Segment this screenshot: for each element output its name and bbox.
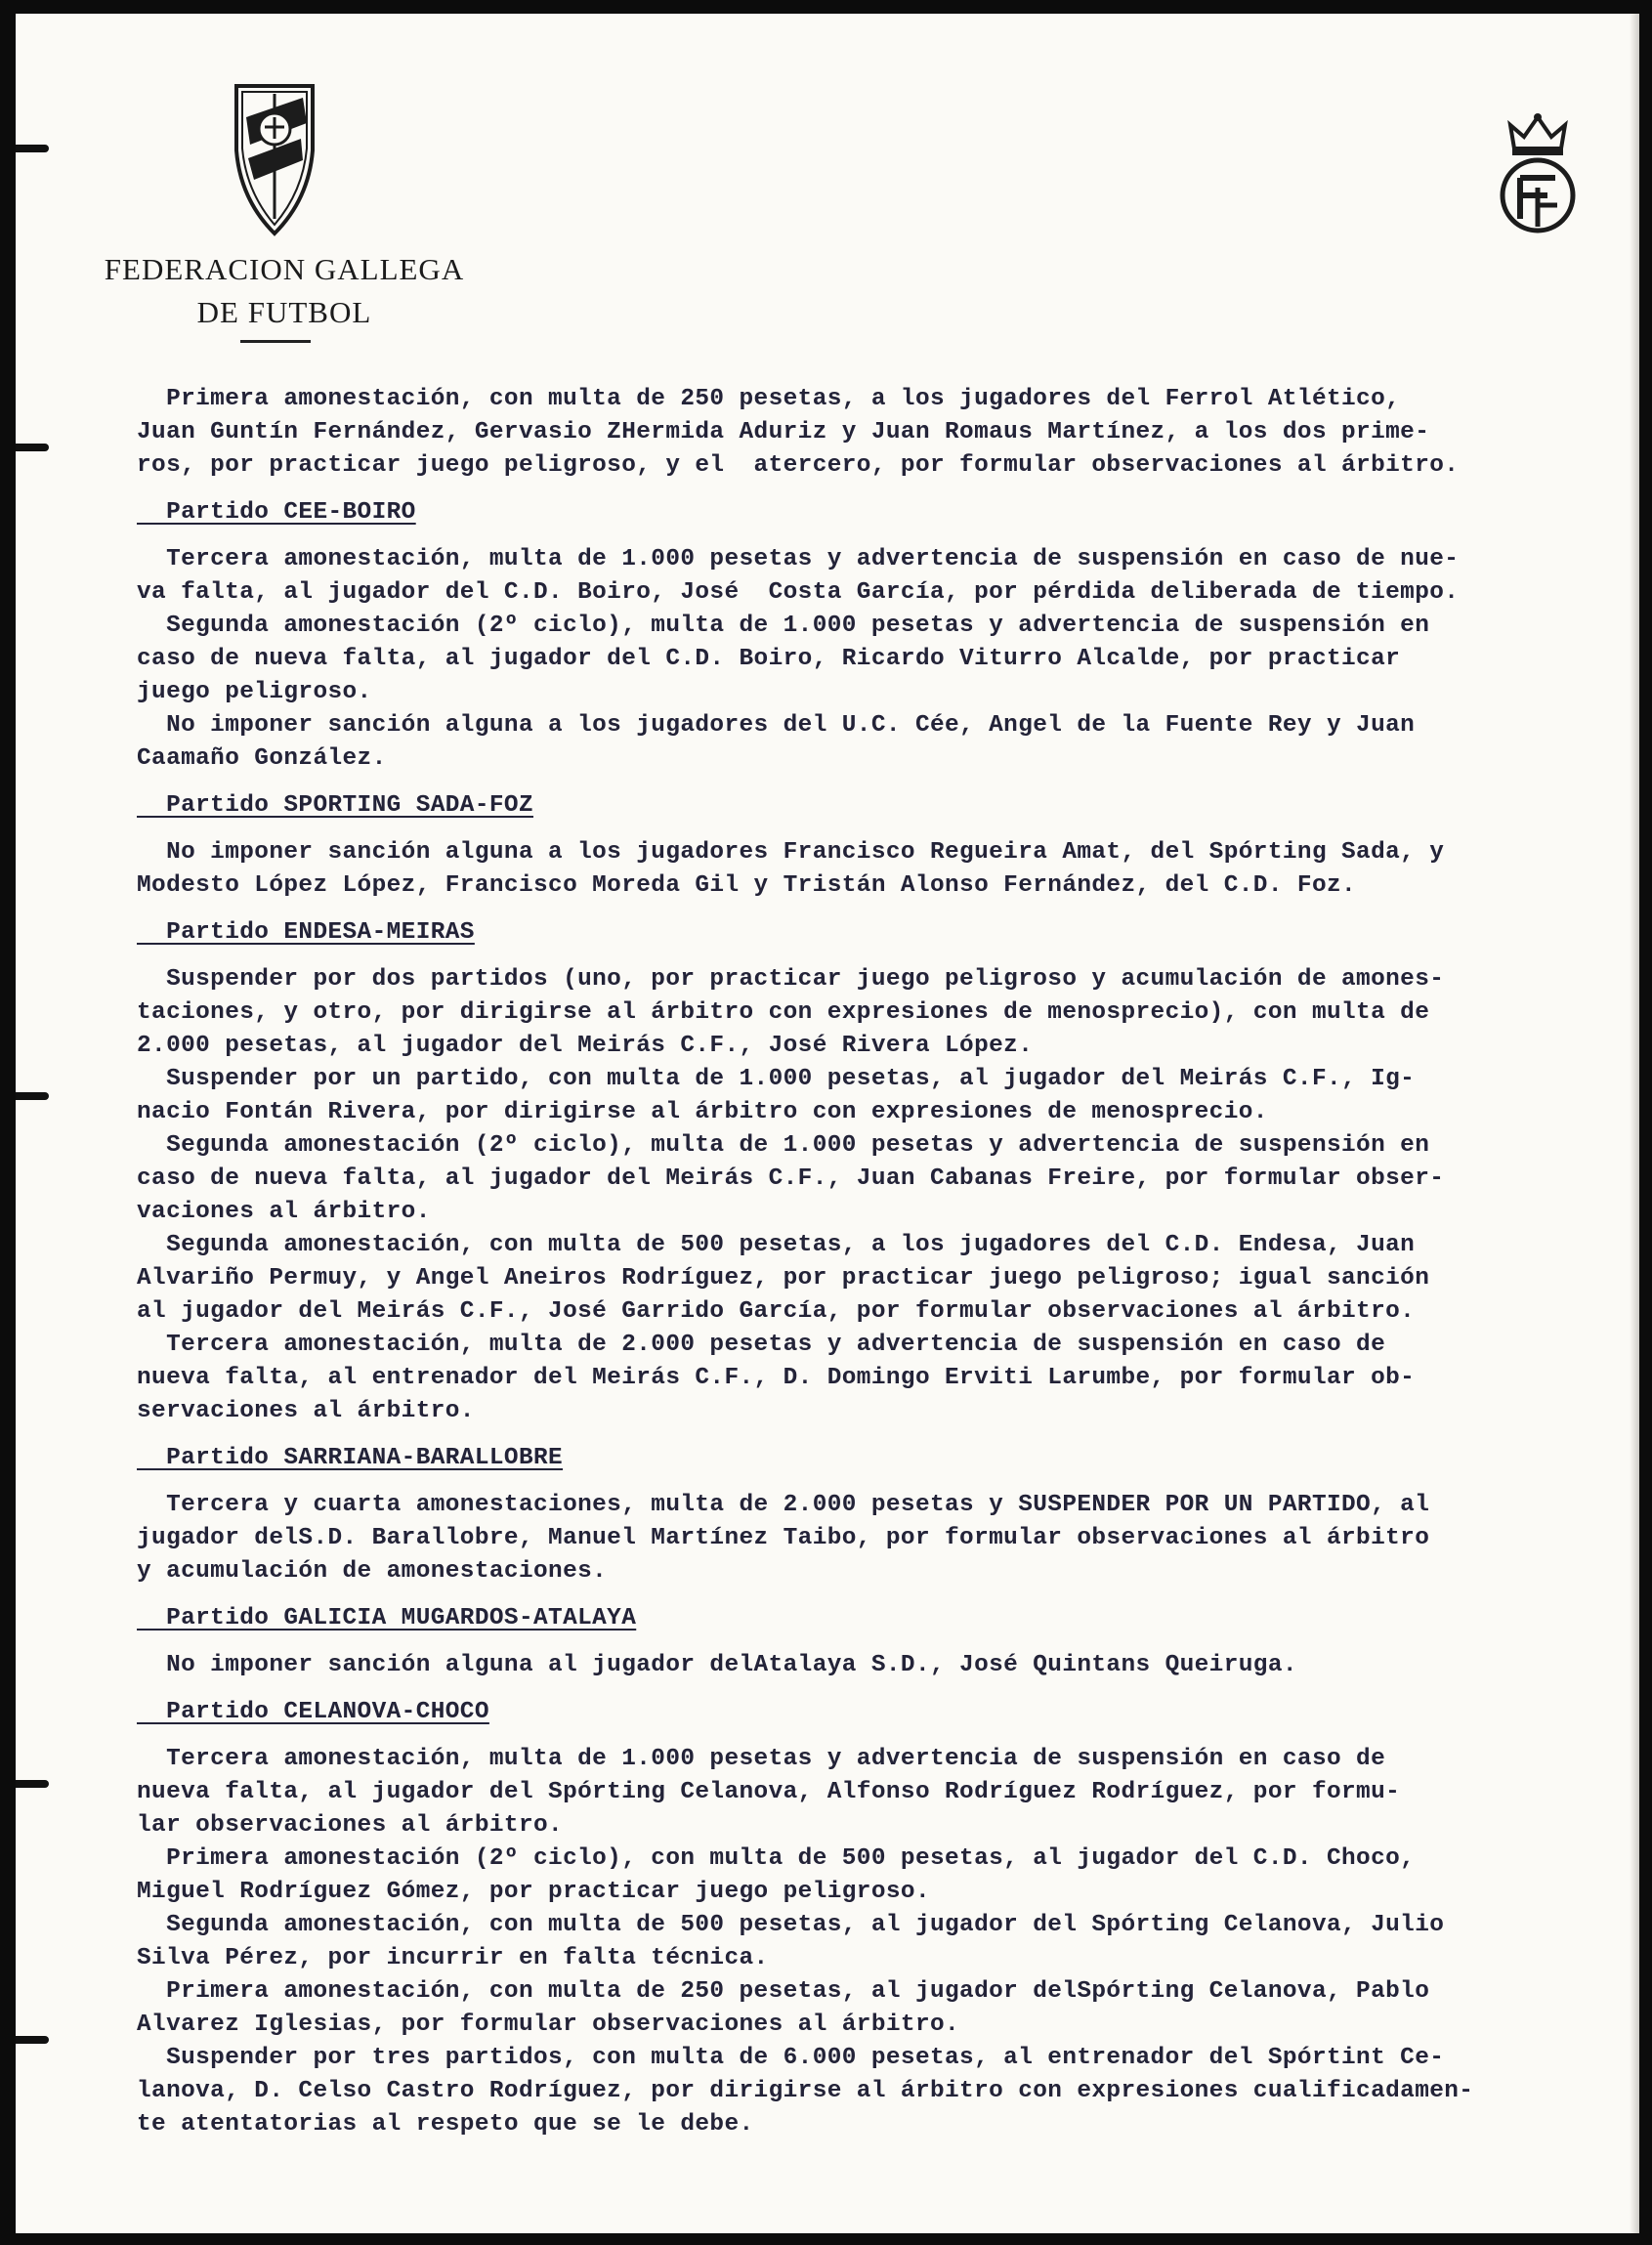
text-line: ros, por practicar juego peligroso, y el atercero, por formular observaciones al árbitro. <box>137 452 1460 479</box>
organization-name-line: DE FUTBOL <box>196 295 372 329</box>
text-line: Alvarez Iglesias, por formular observaciones al árbitro. <box>137 2012 960 2038</box>
text-line: caso de nueva falta, al jugador del Meirás C.F., Juan Cabanas Freire, por formular obser- <box>137 1165 1445 1192</box>
text-line: Segunda amonestación (2º ciclo), multa de 1.000 pesetas y advertencia de suspensión en <box>137 613 1430 639</box>
text-line: Suspender por un partido, con multa de 1.000 pesetas, al jugador del Meirás C.F., Ig- <box>137 1066 1416 1092</box>
binding-hole <box>16 444 49 451</box>
match-heading: Partido CEE-BOIRO <box>137 499 416 526</box>
match-heading: Partido SPORTING SADA-FOZ <box>137 792 533 819</box>
text-line: Suspender por dos partidos (uno, por practicar juego peligroso y acumulación de amones- <box>137 966 1445 993</box>
sanction-paragraph <box>137 383 1602 483</box>
text-line: 2.000 pesetas, al jugador del Meirás C.F., José Rivera López. <box>137 1033 1034 1059</box>
document-page <box>16 14 1639 2233</box>
text-line: No imponer sanción alguna a los jugadores del U.C. Cée, Angel de la Fuente Rey y Juan <box>137 712 1416 739</box>
text-line: Alvariño Permuy, y Angel Aneiros Rodríguez, por practicar juego peligroso; igual sanción <box>137 1265 1430 1292</box>
text-line: Tercera amonestación, multa de 1.000 pesetas y advertencia de suspensión en caso de nue- <box>137 546 1460 572</box>
crowned-royal-federation-seal-icon <box>1493 109 1583 236</box>
text-line: Tercera amonestación, multa de 1.000 pesetas y advertencia de suspensión en caso de <box>137 1746 1386 1772</box>
text-line: caso de nueva falta, al jugador del C.D. Boiro, Ricardo Viturro Alcalde, por practicar <box>137 646 1401 672</box>
match-heading: Partido SARRIANA-BARALLOBRE <box>137 1445 564 1471</box>
organization-name <box>84 248 485 334</box>
text-line: lar observaciones al árbitro. <box>137 1812 564 1839</box>
text-line: Juan Guntín Fernández, Gervasio ZHermida Aduriz y Juan Romaus Martínez, a los dos prime- <box>137 419 1430 445</box>
text-line: Segunda amonestación (2º ciclo), multa de 1.000 pesetas y advertencia de suspensión en <box>137 1132 1430 1159</box>
federation-shield-icon <box>231 82 318 238</box>
text-line: Caamaño González. <box>137 745 387 772</box>
sanction-paragraph <box>137 836 1602 903</box>
sanction-paragraph <box>137 1489 1602 1588</box>
text-line: servaciones al árbitro. <box>137 1398 475 1424</box>
text-line: nueva falta, al entrenador del Meirás C.F., D. Domingo Erviti Larumbe, por formular ob- <box>137 1365 1416 1391</box>
text-line: vaciones al árbitro. <box>137 1199 431 1225</box>
text-line: nueva falta, al jugador del Spórting Celanova, Alfonso Rodríguez Rodríguez, por formu- <box>137 1779 1401 1805</box>
text-line: Segunda amonestación, con multa de 500 pesetas, a los jugadores del C.D. Endesa, Juan <box>137 1232 1416 1258</box>
text-line: Primera amonestación, con multa de 250 pesetas, a los jugadores del Ferrol Atlético, <box>137 386 1401 412</box>
text-line: No imponer sanción alguna a los jugadores Francisco Regueira Amat, del Spórting Sada, y <box>137 839 1445 866</box>
organization-name-line: FEDERACION GALLEGA <box>104 252 465 286</box>
binding-hole <box>16 1780 49 1788</box>
text-line: No imponer sanción alguna al jugador delAtalaya S.D., José Quintans Queiruga. <box>137 1652 1297 1678</box>
text-line: Tercera y cuarta amonestaciones, multa de 2.000 pesetas y SUSPENDER POR UN PARTIDO, al <box>137 1492 1430 1518</box>
resolution-text <box>137 383 1602 2141</box>
header-rule <box>240 340 311 343</box>
match-heading: Partido GALICIA MUGARDOS-ATALAYA <box>137 1605 637 1631</box>
text-line: te atentatorias al respeto que se le debe. <box>137 2111 754 2138</box>
page-edge-shadow <box>1630 14 1639 2233</box>
match-heading: Partido CELANOVA-CHOCO <box>137 1699 489 1725</box>
text-line: Silva Pérez, por incurrir en falta técnica. <box>137 1945 769 1971</box>
binding-hole <box>16 1092 49 1100</box>
text-line: juego peligroso. <box>137 679 372 705</box>
binding-hole <box>16 2036 49 2044</box>
sanction-paragraph <box>137 1743 1602 2141</box>
match-heading: Partido ENDESA-MEIRAS <box>137 919 475 946</box>
text-line: Segunda amonestación, con multa de 500 pesetas, al jugador del Spórting Celanova, Julio <box>137 1912 1445 1938</box>
sanction-paragraph <box>137 543 1602 776</box>
text-line: jugador delS.D. Barallobre, Manuel Martínez Taibo, por formular observaciones al árbitro <box>137 1525 1430 1551</box>
text-line: Primera amonestación (2º ciclo), con multa de 500 pesetas, al jugador del C.D. Choco, <box>137 1845 1416 1872</box>
text-line: Miguel Rodríguez Gómez, por practicar juego peligroso. <box>137 1879 930 1905</box>
sanction-paragraph <box>137 963 1602 1428</box>
text-line: lanova, D. Celso Castro Rodríguez, por dirigirse al árbitro con expresiones cualificadamen- <box>137 2078 1474 2104</box>
text-line: y acumulación de amonestaciones. <box>137 1558 608 1585</box>
text-line: Primera amonestación, con multa de 250 pesetas, al jugador delSpórting Celanova, Pablo <box>137 1978 1430 2005</box>
text-line: nacio Fontán Rivera, por dirigirse al árbitro con expresiones de menosprecio. <box>137 1099 1268 1125</box>
text-line: taciones, y otro, por dirigirse al árbitro con expresiones de menosprecio), con multa de <box>137 999 1430 1026</box>
text-line: Tercera amonestación, multa de 2.000 pesetas y advertencia de suspensión en caso de <box>137 1332 1386 1358</box>
text-line: al jugador del Meirás C.F., José Garrido García, por formular observaciones al árbitro. <box>137 1298 1416 1325</box>
text-line: Modesto López López, Francisco Moreda Gil y Tristán Alonso Fernández, del C.D. Foz. <box>137 872 1357 899</box>
binding-hole <box>16 145 49 152</box>
text-line: va falta, al jugador del C.D. Boiro, José Costa García, por pérdida deliberada de tiempo. <box>137 579 1460 606</box>
sanction-paragraph <box>137 1649 1602 1682</box>
text-line: Suspender por tres partidos, con multa de 6.000 pesetas, al entrenador del Spórtint Ce- <box>137 2045 1445 2071</box>
